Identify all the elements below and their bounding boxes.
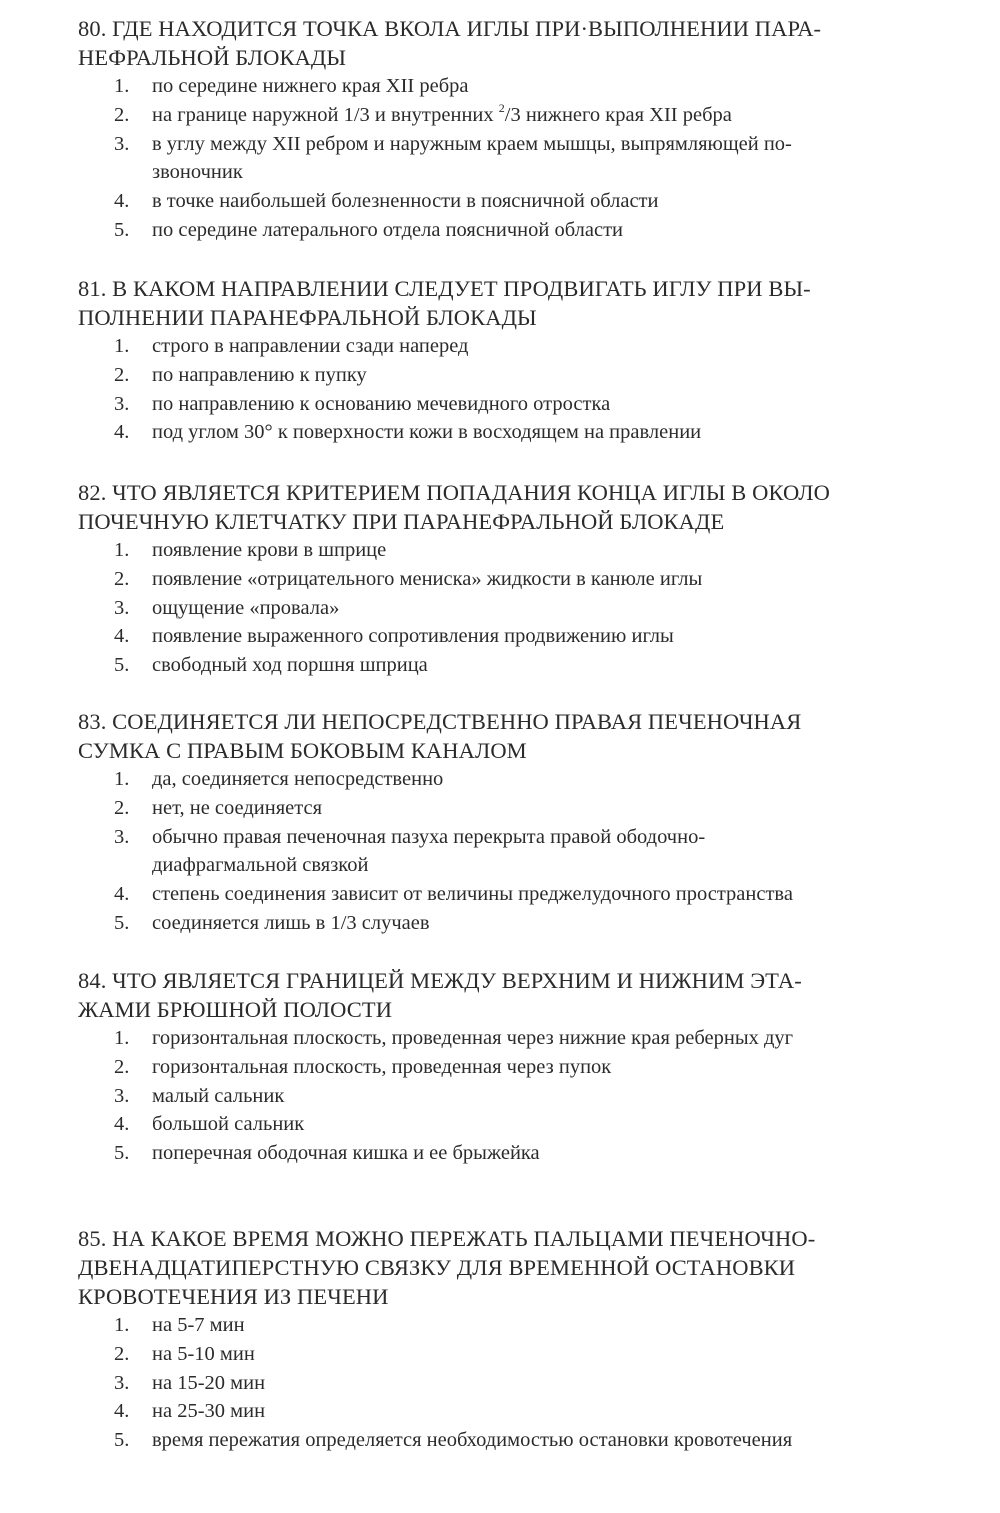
answer-option [78, 594, 978, 623]
answer-option [78, 1426, 978, 1455]
answer-number: 5. [114, 218, 130, 241]
answer-option [78, 565, 978, 594]
answer-text: на 25-30 мин [152, 1400, 266, 1423]
answer-text: степень соединения зависит от величины преджелудочного пространства [152, 883, 793, 906]
answer-list [78, 1311, 978, 1455]
question-title [78, 14, 978, 72]
answer-text: появление выраженного сопротивления продвижению иглы [152, 625, 674, 648]
answer-text: малый сальник [152, 1084, 285, 1107]
answer-text: появление «отрицательного мениска» жидкости в канюле иглы [152, 567, 703, 590]
answer-option [78, 187, 978, 216]
answer-text: время пережатия определяется необходимостью остановки кровотечения [152, 1429, 793, 1452]
answer-number: 5. [114, 1429, 130, 1452]
answer-text: горизонтальная плоскость, проведенная через нижние края реберных дуг [152, 1027, 794, 1049]
answer-option [78, 1053, 978, 1082]
answer-option [78, 1024, 978, 1053]
answer-option [78, 1369, 978, 1398]
answer-text: звоночник [152, 161, 243, 184]
answer-text: по направлению к основанию мечевидного отростка [152, 392, 611, 415]
answer-number: 4. [114, 883, 130, 906]
question-82 [78, 478, 978, 680]
answer-text: под углом 30° к поверхности кожи в восходящем на правлении [152, 421, 702, 444]
title-line: ПОЧЕЧНУЮ КЛЕТЧАТКУ ПРИ ПАРАНЕФРАЛЬНОЙ БЛОКАДЕ [78, 509, 725, 534]
answer-number: 4. [114, 421, 130, 444]
answer-text: в углу между XII ребром и наружным краем мышцы, выпрямляющей по- [152, 132, 792, 155]
title-line: 84. ЧТО ЯВЛЯЕТСЯ ГРАНИЦЕЙ МЕЖДУ ВЕРХНИМ И НИЖНИМ ЭТА- [78, 968, 802, 993]
title-line: 85. НА КАКОЕ ВРЕМЯ МОЖНО ПЕРЕЖАТЬ ПАЛЬЦАМИ ПЕЧЕНОЧНО- [78, 1226, 816, 1251]
answer-option [78, 72, 978, 101]
question-80 [78, 14, 978, 245]
answer-option [78, 390, 978, 419]
answer-option [78, 622, 978, 651]
answer-text: да, соединяется непосредственно [152, 768, 444, 790]
question-81 [78, 274, 978, 447]
answer-text: обычно правая печеночная пазуха перекрыта правой ободочно- [152, 825, 706, 848]
answer-list [78, 1024, 978, 1168]
answer-option [78, 130, 978, 188]
title-line: 82. ЧТО ЯВЛЯЕТСЯ КРИТЕРИЕМ ПОПАДАНИЯ КОНЦА ИГЛЫ В ОКОЛО [78, 480, 830, 505]
title-line: НЕФРАЛЬНОЙ БЛОКАДЫ [78, 45, 347, 70]
answer-number: 2. [114, 567, 130, 590]
answer-text: ощущение «провала» [152, 596, 340, 619]
title-line: ЖАМИ БРЮШНОЙ ПОЛОСТИ [78, 997, 393, 1022]
answer-number: 4. [114, 190, 130, 213]
answer-number: 3. [114, 1371, 130, 1394]
title-line: ДВЕНАДЦАТИПЕРСТНУЮ СВЯЗКУ ДЛЯ ВРЕМЕННОЙ ОСТАНОВКИ [78, 1255, 796, 1280]
answer-text: появление крови в шприце [152, 539, 387, 561]
answer-list [78, 332, 978, 447]
answer-number: 4. [114, 1400, 130, 1423]
answer-text: горизонтальная плоскость, проведенная через пупок [152, 1055, 612, 1078]
answer-option [78, 361, 978, 390]
answer-text: диафрагмальной связкой [152, 854, 369, 877]
answer-number: 2. [114, 1342, 130, 1365]
answer-number: 1. [114, 539, 130, 561]
question-84 [78, 966, 978, 1168]
answer-number: 2. [114, 1055, 130, 1078]
answer-number: 5. [114, 1142, 130, 1165]
answer-option [78, 332, 978, 361]
question-title [78, 274, 978, 332]
title-line: 83. СОЕДИНЯЕТСЯ ЛИ НЕПОСРЕДСТВЕННО ПРАВАЯ ПЕЧЕНОЧНАЯ [78, 709, 802, 734]
answer-text: большой сальник [152, 1113, 305, 1136]
answer-number: 1. [114, 1027, 130, 1049]
answer-number: 4. [114, 1113, 130, 1136]
answer-text: свободный ход поршня шприца [152, 654, 428, 677]
title-line: 80. ГДЕ НАХОДИТСЯ ТОЧКА ВКОЛА ИГЛЫ ПРИ·ВЫПОЛНЕНИИ ПАРА- [78, 16, 822, 41]
title-line: КРОВОТЕЧЕНИЯ ИЗ ПЕЧЕНИ [78, 1284, 389, 1309]
answer-option [78, 794, 978, 823]
question-title [78, 1224, 978, 1311]
answer-text: строго в направлении сзади наперед [152, 335, 469, 357]
answer-number: 1. [114, 1314, 130, 1336]
answer-list [78, 72, 978, 245]
answer-number: 5. [114, 654, 130, 677]
answer-text: по середине латерального отдела поясничной области [152, 218, 624, 241]
answer-option [78, 101, 978, 130]
answer-number: 3. [114, 596, 130, 619]
question-title [78, 707, 978, 765]
answer-number: 1. [114, 768, 130, 790]
answer-number: 5. [114, 911, 130, 934]
title-line: 81. В КАКОМ НАПРАВЛЕНИИ СЛЕДУЕТ ПРОДВИГАТЬ ИГЛУ ПРИ ВЫ- [78, 276, 811, 301]
answer-number: 4. [114, 625, 130, 648]
answer-text: по направлению к пупку [152, 363, 367, 386]
answer-option [78, 418, 978, 447]
answer-text: на 5-7 мин [152, 1314, 245, 1336]
question-85 [78, 1224, 978, 1455]
answer-text: поперечная ободочная кишка и ее брыжейка [152, 1142, 540, 1165]
answer-text: нет, не соединяется [152, 796, 322, 819]
title-line: ПОЛНЕНИИ ПАРАНЕФРАЛЬНОЙ БЛОКАДЫ [78, 305, 537, 330]
answer-number: 3. [114, 392, 130, 415]
answer-text: на границе наружной 1/3 и внутренних $^2$/3 нижнего края XII ребра [152, 100, 732, 126]
answer-number: 1. [114, 335, 130, 357]
answer-option [78, 1311, 978, 1340]
answer-option [78, 216, 978, 245]
answer-option [78, 1139, 978, 1168]
answer-number: 2. [114, 363, 130, 386]
answer-number: 2. [114, 796, 130, 819]
question-title [78, 478, 978, 536]
answer-text: соединяется лишь в 1/3 случаев [152, 911, 430, 934]
answer-option [78, 651, 978, 680]
answer-option [78, 880, 978, 909]
answer-option [78, 823, 978, 881]
answer-option [78, 1397, 978, 1426]
answer-option [78, 536, 978, 565]
answer-text: по середине нижнего края XII ребра [152, 75, 469, 97]
superscript: 2 [498, 100, 505, 115]
answer-text: на 15-20 мин [152, 1371, 266, 1394]
answer-option [78, 909, 978, 938]
answer-option [78, 1082, 978, 1111]
answer-list [78, 536, 978, 680]
answer-number: 2. [114, 103, 130, 126]
answer-number: 1. [114, 75, 130, 97]
question-83 [78, 707, 978, 938]
answer-number: 3. [114, 1084, 130, 1107]
answer-list [78, 765, 978, 938]
answer-option [78, 765, 978, 794]
answer-text: в точке наибольшей болезненности в поясничной области [152, 190, 659, 213]
answer-number: 3. [114, 132, 130, 155]
answer-option [78, 1340, 978, 1369]
answer-option [78, 1110, 978, 1139]
answer-text: на 5-10 мин [152, 1342, 255, 1365]
title-line: СУМКА С ПРАВЫМ БОКОВЫМ КАНАЛОМ [78, 738, 527, 763]
question-title [78, 966, 978, 1024]
answer-number: 3. [114, 825, 130, 848]
